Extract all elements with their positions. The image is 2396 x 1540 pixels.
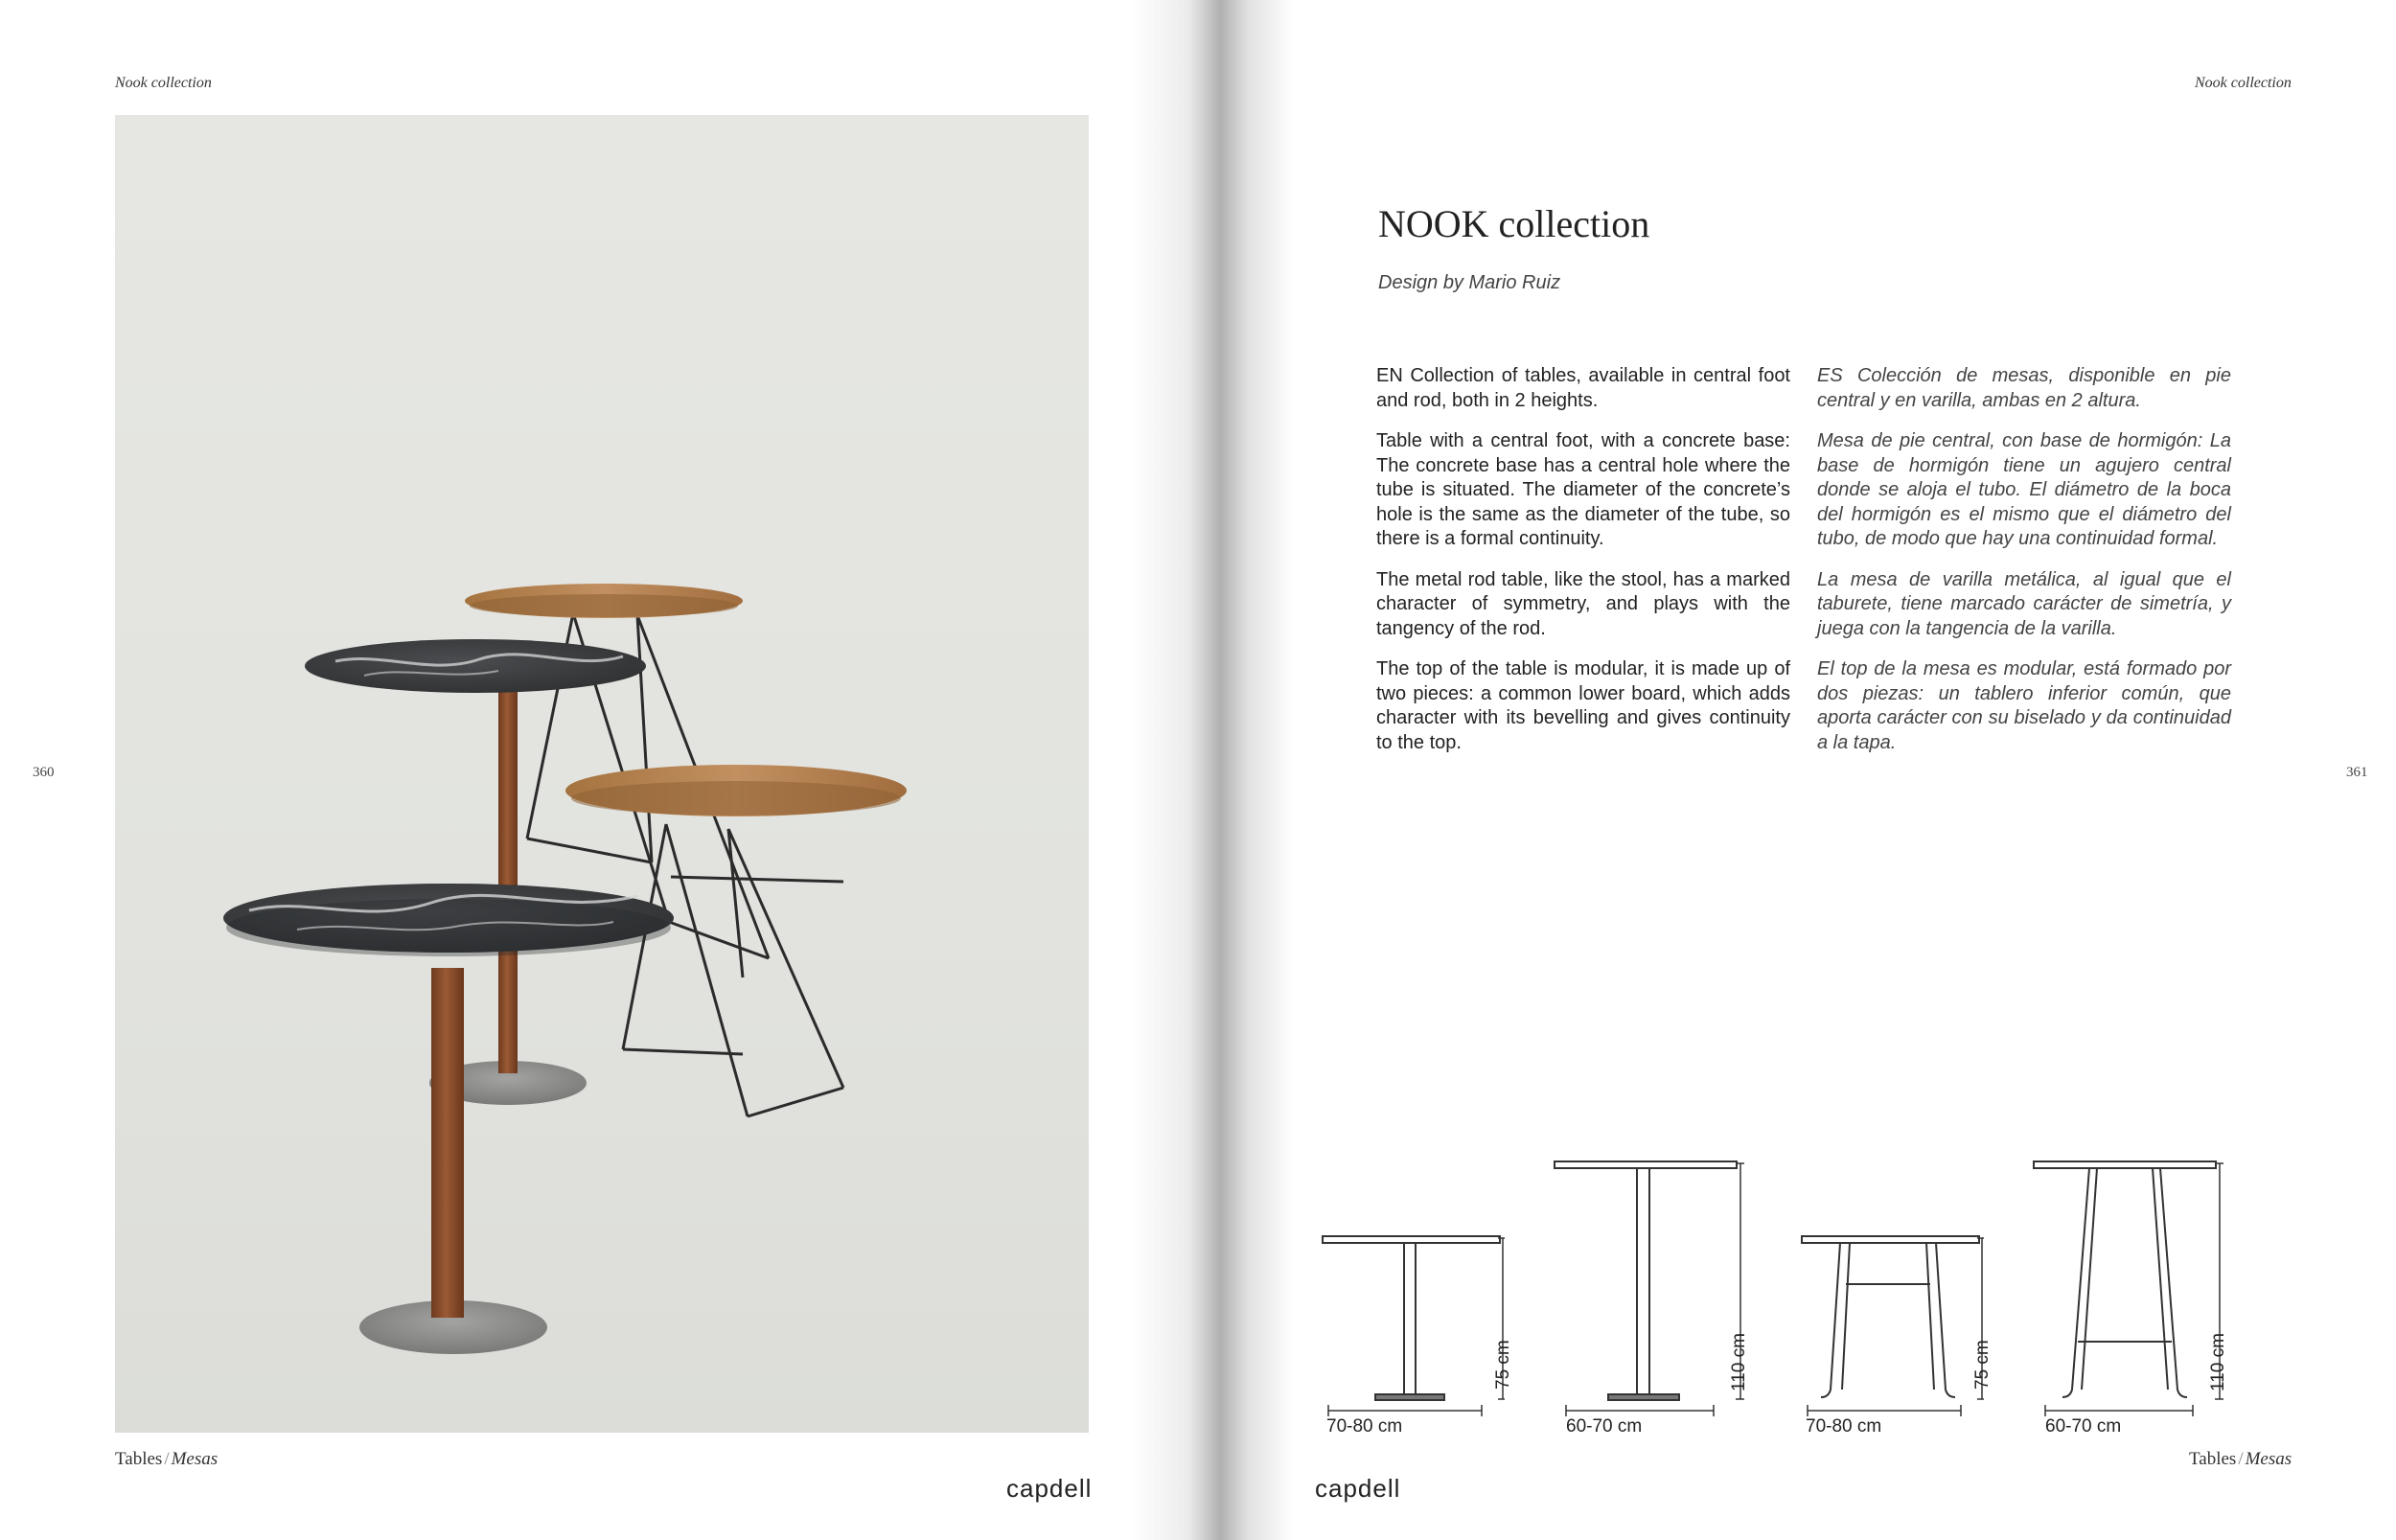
en-paragraph: EN Collection of tables, available in central foot and rod, both in 2 heights. xyxy=(1376,365,1790,411)
width-label: 70-80 cm xyxy=(1326,1416,1403,1437)
low-rod-table xyxy=(623,824,843,1116)
english-text-column xyxy=(1376,364,1790,771)
en-paragraph: Table with a central foot, with a concrete base: The concrete base has a central hole where the tube is situated. The diameter of the concrete’s hole is the same as the diameter of the tube, so there is a formal continuity. xyxy=(1376,430,1790,549)
designer-byline: Design by Mario Ruiz xyxy=(1378,272,1561,293)
right-footer-section xyxy=(2189,1449,2292,1470)
height-label: 110 cm xyxy=(2208,1333,2228,1391)
height-label: 110 cm xyxy=(1729,1333,1749,1391)
left-logo: capdell xyxy=(1006,1474,1093,1503)
footer-section-en: Tables xyxy=(115,1449,163,1469)
right-page-number: 361 xyxy=(2346,765,2368,780)
en-paragraph: The top of the table is modular, it is made up of two pieces: a common lower board, which adds character with its bevelling and gives continuity to the top. xyxy=(1376,658,1790,753)
height-label: 75 cm xyxy=(1972,1340,1993,1390)
front-marble-table-foot xyxy=(431,968,464,1318)
footer-section-en: Tables xyxy=(2189,1449,2237,1469)
diagram-metal-rod-low xyxy=(1792,1150,1993,1437)
width-label: 70-80 cm xyxy=(1806,1416,1882,1437)
en-paragraph: The metal rod table, like the stool, has a marked character of symmetry, and plays with the tangency of the rod. xyxy=(1376,568,1790,639)
width-label: 60-70 cm xyxy=(1566,1416,1643,1437)
height-label: 75 cm xyxy=(1493,1340,1513,1390)
diagram-central-foot-tall xyxy=(1553,1150,1749,1437)
es-paragraph: ES Colección de mesas, disponible en pie central y en varilla, ambas en 2 altura. xyxy=(1817,365,2231,411)
width-label: 60-70 cm xyxy=(2045,1416,2122,1437)
footer-section-es: Mesas xyxy=(171,1449,219,1469)
book-gutter-shadow xyxy=(1131,0,1294,1540)
back-marble-table-top xyxy=(305,639,646,693)
left-running-head: Nook collection xyxy=(115,75,212,91)
es-paragraph: Mesa de pie central, con base de hormigón: La base de hormigón tiene un agujero central donde se aloja el tubo. El diámetro de la boca del hormigón es el mismo que el diámetro del tubo, de modo que hay una continuidad formal. xyxy=(1817,430,2231,549)
back-marble-table-foot xyxy=(498,690,518,1073)
right-running-head: Nook collection xyxy=(2195,75,2292,91)
footer-section-es: Mesas xyxy=(2245,1449,2292,1469)
spanish-text-column xyxy=(1817,364,2231,771)
nook-tables-photo xyxy=(115,115,1089,1433)
footer-separator: / xyxy=(2238,1449,2244,1469)
collection-title: NOOK collection xyxy=(1378,202,1650,245)
left-page-number: 360 xyxy=(33,765,55,780)
product-photo xyxy=(115,115,1089,1433)
diagram-central-foot-low xyxy=(1313,1150,1513,1437)
es-paragraph: La mesa de varilla metálica, al igual que el taburete, tiene marcado carácter de simetría, y juega con la tangencia de la varilla. xyxy=(1817,568,2231,639)
left-footer-section xyxy=(115,1449,218,1470)
footer-separator: / xyxy=(164,1449,170,1469)
diagram-metal-rod-tall xyxy=(2032,1150,2228,1437)
es-paragraph: El top de la mesa es modular, está formado por dos piezas: un tablero inferior común, que aporta carácter con su biselado y da continuidad a la tapa. xyxy=(1817,658,2231,753)
right-logo: capdell xyxy=(1315,1474,1401,1503)
